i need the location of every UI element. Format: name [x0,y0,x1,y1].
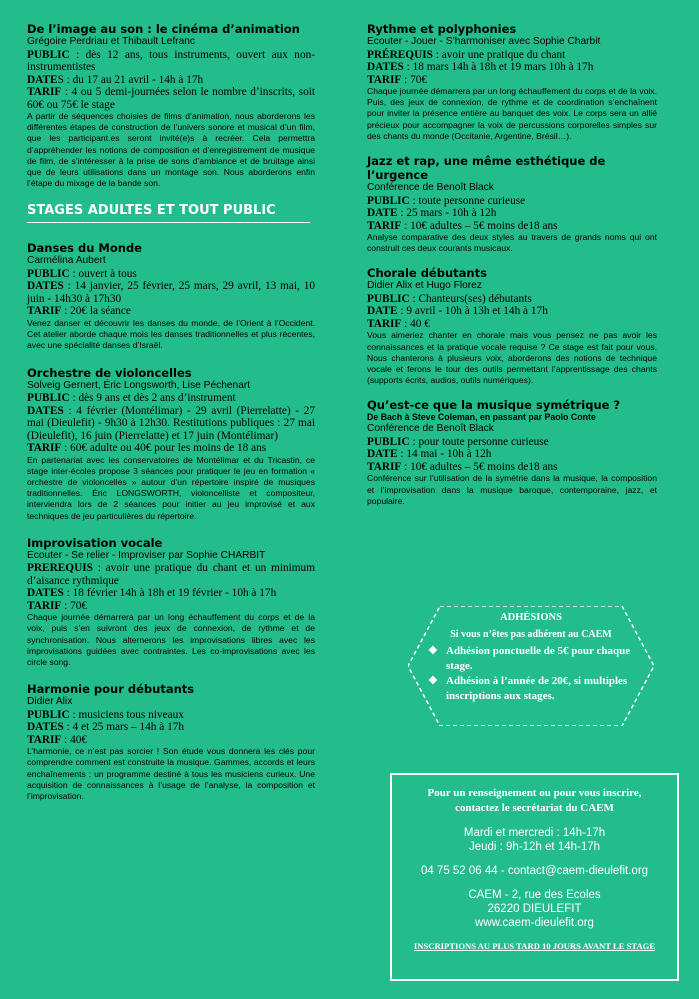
section-title: Danses du Monde [27,241,142,256]
section-title: De l’image au son : le cinéma d’animation [27,22,300,36]
public-line: PUBLIC : pour toute personne curieuse [367,435,549,448]
tarif-line: TARIF : 70€ [27,599,88,612]
tarif-line: TARIF : 70€ [367,73,428,86]
right-column [367,22,657,519]
adhesions-subtitle: Si vous n’êtes pas adhérent au CAEM [450,629,612,640]
section-people: Carmélina Aubert [27,255,106,267]
section-description: Venez danser et découvrir les danses du monde, de l’Orient à l’Occident. Cet atelier aborde chaque mois les danses traditionnelles et plus récentes, avec une spécialité danses d’Israël. [27,317,315,351]
public-line: PUBLIC : dès 12 ans, tous instruments, ouvert aux non-instrumentistes [27,48,315,73]
public-line: PUBLIC : toute personne curieuse [367,194,526,207]
adhesions-badge [408,606,654,726]
dates-line: DATES : du 17 au 21 avril - 14h à 17h [27,73,204,86]
dates-line: DATE : 25 mars - 10h à 12h [367,207,497,220]
contact-box [390,773,679,981]
section-danses-du-monde [27,241,315,351]
diamond-bullet-icon: ❖ [428,645,438,657]
dates-line: DATE : 14 mai - 10h à 12h [367,448,492,461]
section-title: Chorale débutants [367,266,487,281]
contact-footer: INSCRIPTIONS AU PLUS TARD 10 JOURS AVANT LE STAGE [413,941,656,951]
public-line: PUBLIC : Chanteurs(ses) débutants [367,292,532,305]
dates-line: DATES : 4 et 25 mars – 14h à 17h [27,721,185,734]
tarif-line: TARIF : 60€ adulte ou 40€ pour les moins de 18 ans [27,442,267,455]
contact-phone-email[interactable]: 04 75 52 06 44 - contact@caem-dieulefit.org [420,865,649,877]
contact-hours-2: Jeudi : 9h-12h et 14h-17h [468,841,601,853]
contact-title: Pour un renseignement ou pour vous inscrire, contactez le secrétariat du CAEM [427,787,642,814]
section-description: Analyse comparative des deux styles au travers de grands noms qui ont construit ces deux courants musicaux. [367,232,657,254]
dates-line: DATES : 18 février 14h à 18h et 19 février - 10h à 17h [27,587,277,600]
list-item: ❖ Adhésion ponctuelle de 5€ pour chaque stage. [428,645,631,672]
section-title: Harmonie pour débutants [27,682,195,697]
contact-address-1: CAEM - 2, rue des Ecoles [468,889,601,901]
section-subtitle: De Bach à Steve Coleman, en passant par Paolo Conte [367,412,596,423]
section-improvisation-vocale [27,536,315,669]
tarif-line: TARIF : 40€ [27,733,88,746]
tarif-line: TARIF : 4 ou 5 demi-journées selon le nombre d’inscrits, soit 60€ ou 75€ le stage [27,86,315,111]
tarif-line: TARIF : 10€ adultes – 5€ moins de18 ans [367,460,558,473]
dates-line: DATE : 9 avril - 10h à 13h et 14h à 17h [367,305,548,318]
adhesions-content [408,606,654,704]
diamond-bullet-icon: ❖ [428,675,438,687]
section-description: A partir de séquences choisies de films d’animation, nous aborderons les différentes étapes de construction de l’univers sonore et musical d’un film, que les participant.es seront invité(e)s à recréer. Cela permettra d’appréhender les notions de composition et d’enregistrement de musique de film, de s’intéresser à la prise de sons d’ambiance et de bruitage ainsi que de leurs utilisations dans un montage son. Nous aborderons enfin l’étape du mixage de la bande son. [27,111,315,189]
tarif-line: TARIF : 40 € [367,317,430,330]
section-people: Grégoire Perdriau et Thibault Lefranc [27,36,195,47]
tarif-line: TARIF : 10€ adultes – 5€ moins de18 ans [367,219,558,232]
left-column [27,22,315,816]
section-people: Conférence de Benoît Black [367,423,494,435]
dates-line: DATES : 18 mars 14h à 18h et 19 mars 10h à 17h [367,61,594,73]
section-chorale-debutants [367,266,657,386]
section-people: Conférence de Benoît Black [367,182,494,194]
contact-address-2: 26220 DIEULEFIT [487,903,582,915]
dates-line: DATES : 4 février (Montélimar) - 29 avril (Pierrelatte) - 27 mai (Dieulefit) - 9h30 à 12h30. Restitutions publiques : 27 mai (Dieulefit), 16 juin (Pierrelatte) et 17 juin (Montélimar) [27,404,315,442]
section-title: Qu’est-ce que la musique symétrique ? [367,398,621,413]
section-people: Ecouter - Jouer - S’harmoniser avec Sophie Charbit [367,36,601,47]
contact-hours-1: Mardi et mercredi : 14h-17h [463,827,606,839]
tarif-line: TARIF : 20€ la séance [27,305,131,318]
section-description: Vous aimeriez chanter en chorale mais vous pensez ne pas avoir les connaissances et la pratique vocale requise ? Ce stage est fait pour vous. Nous chanterons à plusieurs voix, aborderons des notions de technique vocale et ferons le tour des outils permettant l’apprentissage des chants (supports écrits, audios, outils numériques). [367,330,657,386]
section-banner: STAGES ADULTES ET TOUT PUBLIC [27,203,310,223]
section-harmonie-debutants [27,682,315,802]
section-musique-symetrique [367,398,657,507]
section-jazz-rap [367,154,657,254]
section-title: Orchestre de violoncelles [27,365,192,380]
public-line: PUBLIC : musiciens tous niveaux [27,708,184,721]
section-cinema-animation [27,22,315,189]
section-people: Didier Alix et Hugo Florez [367,280,482,292]
adhesions-list [428,644,654,704]
contact-website-link[interactable]: www.caem-dieulefit.org [475,917,594,929]
prerequis-line: PRÉREQUIS : avoir une pratique du chant [367,48,566,61]
prerequis-line: PREREQUIS : avoir une pratique du chant et un minimum d’aisance rythmique [27,562,315,587]
section-orchestre-violoncelles [27,366,315,522]
section-people: Ecouter - Se relier - Improviser par Sophie CHARBIT [27,549,266,561]
section-title: Jazz et rap, une même esthétique de l’urgence [367,154,606,183]
list-item: ❖ Adhésion à l’année de 20€, si multiples inscriptions aux stages. [428,675,628,702]
section-title: Improvisation vocale [27,535,163,550]
section-title: Rythme et polyphonies [367,22,517,36]
section-people: Solveig Gernert, Éric Longsworth, Lise Péchenart [27,379,251,391]
section-description: Conférence sur l’utilisation de la symétrie dans la musique, la composition et l’improvisation dans la musique baroque, contemporaine, jazz, et populaire. [367,473,657,506]
dates-line: DATES : 14 janvier, 25 février, 25 mars, 29 avril, 13 mai, 10 juin - 14h30 à 17h30 [27,280,315,305]
section-description: Chaque journée démarrera par un long échauffement du corps et de la voix. Puis, des jeux de connexion, de rythme et de coordination s’enchaînent pour inviter la présence entière au banquet des voix. Le corps sera un allié précieux pour accompagner la voix de percussions corporelles simples sur des chants du monde (Occitanie, Argentine, Brésil…). [367,86,657,141]
section-rythme-polyphonies [367,22,657,142]
public-line: PUBLIC : ouvert à tous [27,267,137,280]
section-description: En partenariat avec les conservatoires de Montélimar et du Tricastin, ce stage inter-écoles propose 3 séances pour pratiquer le jeu en formation « orchestre de violoncelles » autour d’un répertoire inspiré de musiques traditionnelles. Éric LONGSWORTH, violoncelliste et compositeur, interviendra lors de 2 séances pour initier au jeu improvisé et aux techniques de jeu particulières du répertoire. [27,454,315,521]
public-line: PUBLIC : dès 9 ans et dès 2 ans d’instrument [27,392,236,405]
section-description: L’harmonie, ce n’est pas sorcier ! Son étude vous donnera les clés pour comprendre comment est construite la musique. Gammes, accords et leurs enchaînements : un programme destiné à tous les musiciens curieux. Une acquisition de connaissances à l’usage de l’analyse, la composition et l’improvisation. [27,746,315,802]
section-people: Didier Alix [27,696,73,708]
section-description: Chaque journée démarrera par un long échauffement du corps et de la voix, puis s’en suivront des jeux de connexion, de rythme et de synchronisation. Nous alternerons les improvisations libres avec les improvisations guidées avec contraintes. Les co-improvisations avec les circle song. [27,612,315,668]
adhesions-title: ADHÉSIONS [500,612,562,623]
